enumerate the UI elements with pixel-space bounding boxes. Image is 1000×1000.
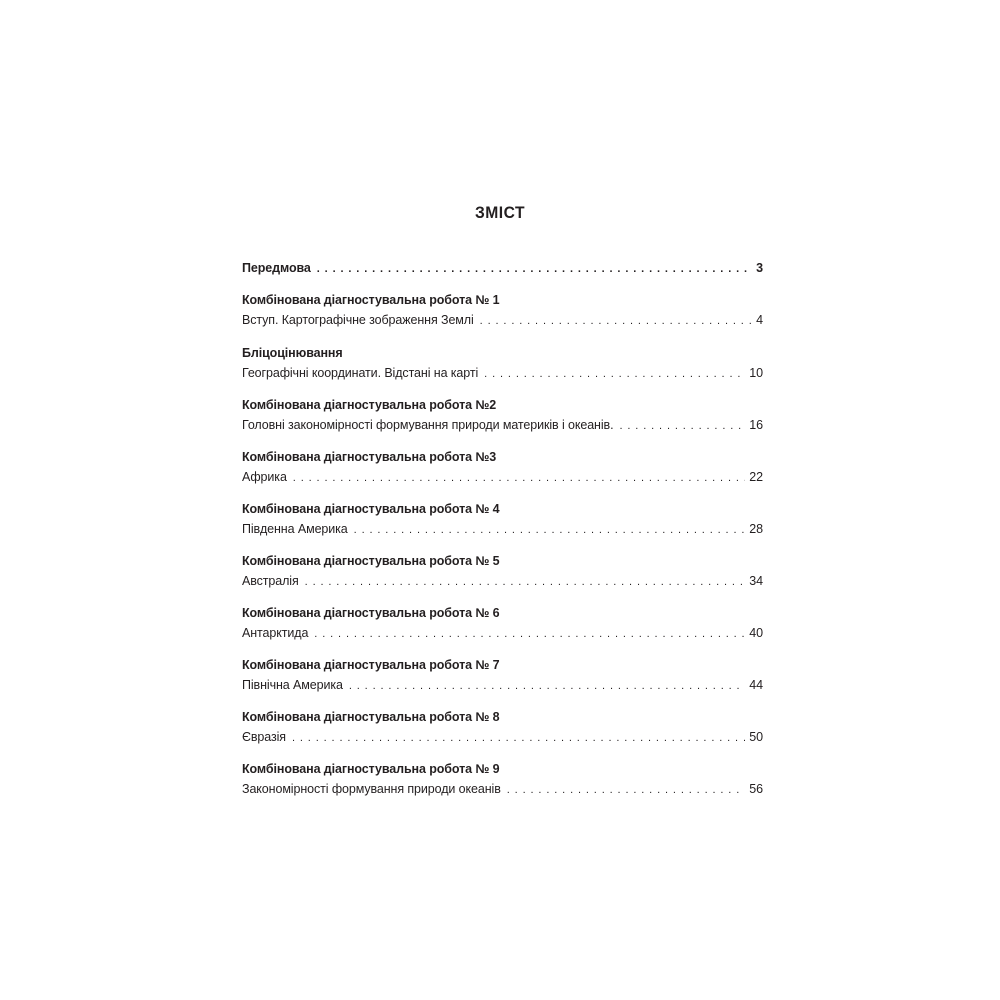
toc-entry-heading: Комбінована діагностувальна робота № 4: [242, 502, 500, 516]
toc-entry-text: Вступ. Картографічне зображення Землі: [242, 313, 474, 327]
toc-entry-text: Австралія: [242, 574, 299, 588]
toc-line: [242, 623, 763, 643]
toc-entry: [242, 707, 763, 759]
toc-line: [242, 727, 763, 747]
toc-line: [242, 363, 763, 383]
dot-leader: [507, 780, 746, 800]
toc-entry-text: Закономірності формування природи океанів: [242, 782, 501, 796]
dot-leader: [354, 520, 746, 540]
toc-entry-heading: Комбінована діагностувальна робота №2: [242, 398, 497, 412]
toc-line: [242, 258, 763, 278]
toc-entry: [242, 343, 763, 395]
toc-line: [242, 779, 763, 799]
toc-entry-text: Передмова: [242, 261, 311, 275]
toc-page-number: 50: [749, 730, 763, 744]
toc-line: [242, 519, 763, 539]
toc-entry: [242, 551, 763, 603]
toc-entry: [242, 759, 763, 811]
toc-page-number: 28: [749, 522, 763, 536]
toc-entry-text: Африка: [242, 470, 287, 484]
toc-page-number: 16: [749, 418, 763, 432]
toc-page-number: 40: [749, 626, 763, 640]
toc-page-number: 22: [749, 470, 763, 484]
dot-leader: [619, 416, 745, 436]
toc-page-number: 44: [749, 678, 763, 692]
dot-leader: [292, 728, 745, 748]
dot-leader: [317, 259, 752, 279]
toc-entry-heading: Комбінована діагностувальна робота № 7: [242, 658, 500, 672]
toc-entry-heading: Комбінована діагностувальна робота № 1: [242, 293, 500, 307]
toc-entry: [242, 447, 763, 499]
toc-entry-text: Південна Америка: [242, 522, 348, 536]
toc-line: [242, 675, 763, 695]
toc-entry-heading: Комбінована діагностувальна робота № 5: [242, 554, 500, 568]
toc-entry-heading: Комбінована діагностувальна робота №3: [242, 450, 497, 464]
table-of-contents: [242, 258, 763, 811]
toc-entry-text: Географічні координати. Відстані на карті: [242, 366, 479, 380]
toc-entry-text: Євразія: [242, 730, 286, 744]
toc-entry: [242, 499, 763, 551]
toc-entry-preface: [242, 258, 763, 290]
toc-entry: [242, 395, 763, 447]
dot-leader: [480, 311, 752, 331]
toc-entry-text: Північна Америка: [242, 678, 343, 692]
toc-entry: [242, 603, 763, 655]
toc-entry-heading: Комбінована діагностувальна робота № 8: [242, 710, 500, 724]
dot-leader: [314, 624, 745, 644]
page-title: ЗМІСТ: [475, 203, 525, 222]
dot-leader: [349, 676, 745, 696]
dot-leader: [484, 364, 745, 384]
toc-page-number: 34: [749, 574, 763, 588]
toc-line: [242, 415, 763, 435]
toc-entry-heading: Комбінована діагностувальна робота № 9: [242, 762, 500, 776]
toc-entry-text: Антарктида: [242, 626, 309, 640]
toc-line: [242, 310, 763, 330]
toc-page-number: 3: [756, 261, 763, 275]
toc-entry-text: Головні закономірності формування природи материків і океанів.: [242, 418, 614, 432]
dot-leader: [305, 572, 746, 592]
toc-entry: [242, 655, 763, 707]
toc-page-number: 10: [749, 366, 763, 380]
toc-line: [242, 467, 763, 487]
toc-entry-heading: Бліцоцінювання: [242, 346, 343, 360]
dot-leader: [293, 468, 745, 488]
toc-entry: [242, 290, 763, 343]
toc-line: [242, 571, 763, 591]
toc-entry-heading: Комбінована діагностувальна робота № 6: [242, 606, 500, 620]
toc-page-number: 4: [756, 313, 763, 327]
toc-page-number: 56: [749, 782, 763, 796]
